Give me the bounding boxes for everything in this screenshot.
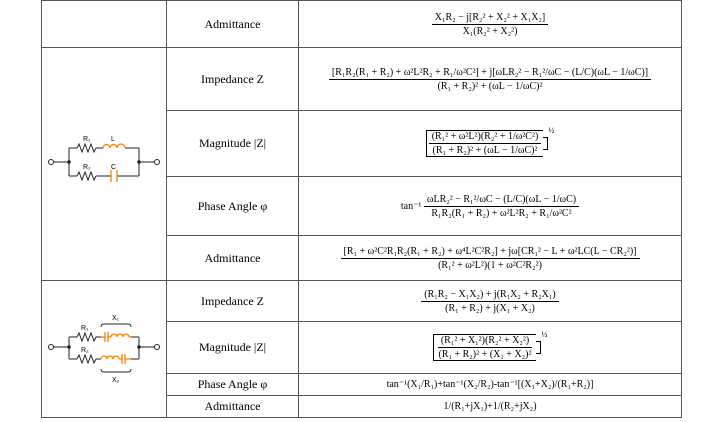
circuit-cell-reactance: [42, 281, 167, 418]
row-label: Impedance Z: [167, 281, 299, 322]
circuit-label-r2: R₂: [83, 163, 91, 171]
table-row: [42, 1, 682, 48]
bracket-group: [426, 130, 544, 157]
table-row: [42, 48, 682, 111]
circuit-cell-empty: [42, 1, 167, 48]
denominator: (R₁ + R₂)² + (ωL − 1/ωC)²: [432, 145, 538, 156]
numerator: [R₁ + ω²C²R₁R₂(R₁ + R₂) + ω⁴L²C²R₂] + jω[CR₁² − L + ω²LC(L − CR₂²)]: [341, 246, 640, 259]
row-label: Phase Angle φ: [167, 374, 299, 396]
fraction: [424, 194, 579, 219]
circuit-label-r1: R₁: [83, 135, 91, 143]
fraction: [436, 335, 535, 360]
fraction: [341, 246, 640, 271]
row-label: Admittance: [167, 236, 299, 281]
denominator: X₁(R₂² + X₂²): [462, 25, 518, 37]
exponent: ½: [548, 126, 555, 135]
denominator: (R₁ + R₂) + j(X₁ + X₂): [445, 302, 535, 314]
circuit-label-l: L: [111, 135, 115, 143]
fraction: [329, 67, 651, 92]
numerator: [R₁R₂(R₁ + R₂) + ω²L²R₂ + R₁/ω²C²] + j[ωLR₂² − R₁²/ωC − (L/C)(ωL − 1/ωC)]: [329, 67, 651, 80]
numerator: (R₁R₂ − X₁X₂) + j(R₁X₂ + R₂X₁): [421, 289, 558, 302]
arctan-prefix: tan⁻¹: [400, 200, 422, 212]
formula-cell: tan⁻¹(X₁/R₁)+tan⁻¹(X₂/R₂)-tan⁻¹[(X₁+X₂)/(R₁+R₂)]: [299, 374, 682, 396]
numerator: X₁R₂ − j[R₂² + X₂² + X₁X₂]: [432, 12, 549, 25]
row-label: Admittance: [167, 1, 299, 48]
circuit-label-r1: R₁: [81, 324, 89, 332]
fraction: [429, 131, 542, 156]
circuit-cell-series-parallel: [42, 48, 167, 281]
row-label: Magnitude |Z|: [167, 322, 299, 374]
denominator: R₁R₂(R₁ + R₂) + ω²L²R₂ + R₁/ω²C²: [431, 207, 572, 219]
formula-cell: 1/(R₁+jX₁)+1/(R₂+jX₂): [299, 396, 682, 418]
exponent: ½: [541, 330, 548, 339]
numerator: (R₁² + X₁²)(R₂² + X₂²): [438, 335, 532, 348]
bracket-group: [433, 334, 537, 361]
denominator: (R₁² + ω²L²)(1 + ω²C²R₂²): [438, 259, 542, 271]
circuit-label-x1: X₁: [112, 314, 120, 322]
circuit-diagram-rl-rc: [45, 132, 163, 192]
row-label: Phase Angle φ: [167, 177, 299, 236]
fraction: [421, 289, 558, 314]
impedance-table: [41, 0, 682, 418]
denominator: (R₁ + R₂)² + (ωL − 1/ωC)²: [437, 80, 543, 92]
circuit-label-x2: X₂: [112, 376, 120, 384]
circuit-diagram-reactance: [45, 309, 163, 385]
table-row: [42, 281, 682, 322]
formula-cell: [299, 48, 682, 111]
fraction: [432, 12, 549, 37]
formula-cell: [299, 111, 682, 177]
circuit-label-c: C: [111, 163, 117, 171]
formula-cell: [299, 236, 682, 281]
denominator: (R₁ + R₂)² + (X₁ + X₂)²: [438, 349, 532, 360]
formula-cell: [299, 322, 682, 374]
numerator: ωLR₂² − R₁²/ωC − (L/C)(ωL − 1/ωC): [424, 194, 579, 207]
row-label: Magnitude |Z|: [167, 111, 299, 177]
row-label: Impedance Z: [167, 48, 299, 111]
numerator: (R₁² + ω²L²)(R₂² + 1/ω²C²): [429, 131, 542, 144]
circuit-label-r2: R₂: [81, 346, 89, 354]
formula-cell: [299, 177, 682, 236]
formula-cell: [299, 281, 682, 322]
row-label: Admittance: [167, 396, 299, 418]
formula-cell: [299, 1, 682, 48]
